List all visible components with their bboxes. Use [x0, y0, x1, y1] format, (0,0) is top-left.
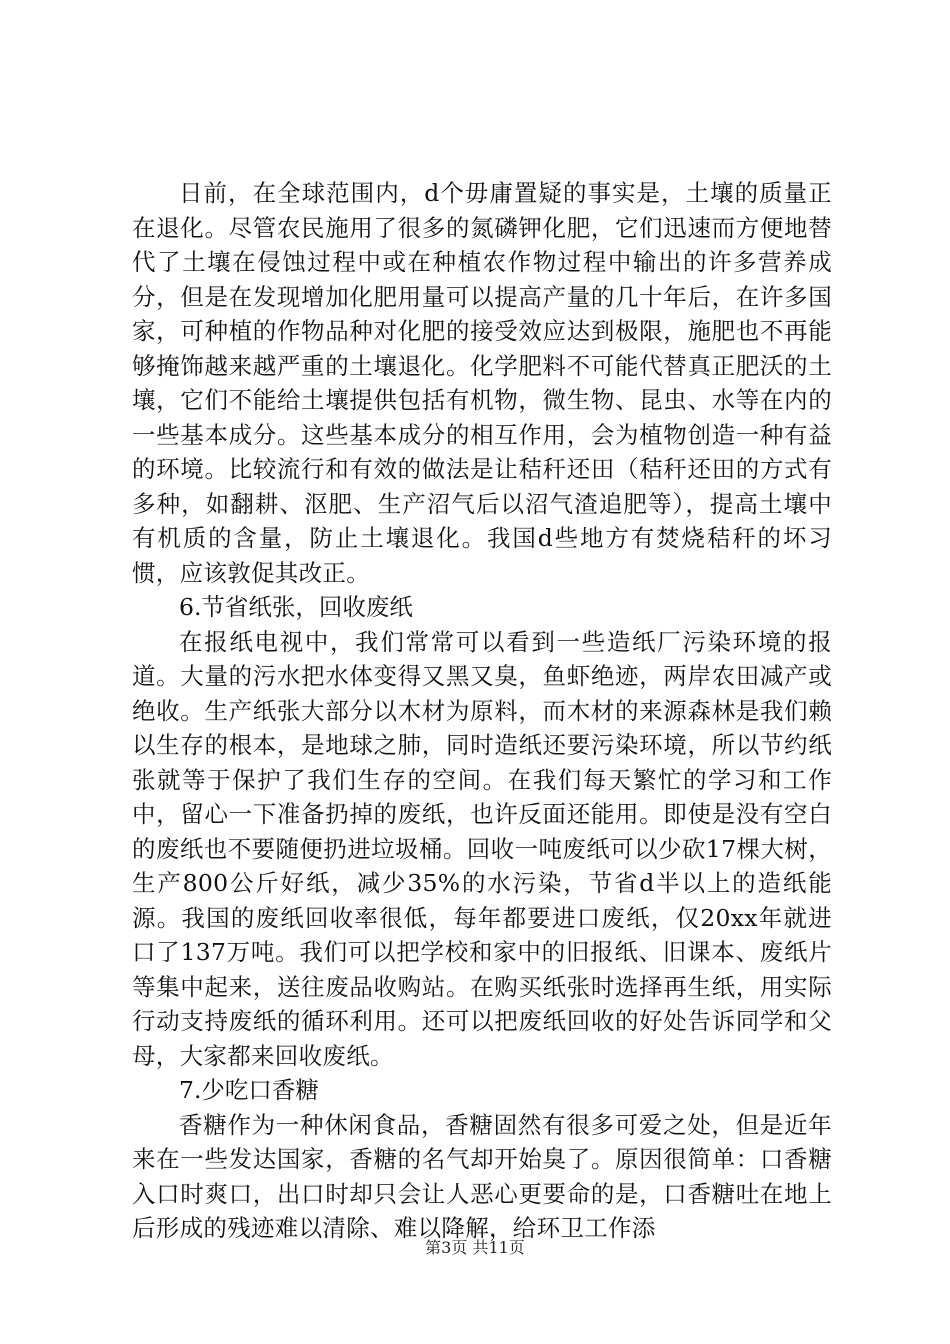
page-footer: 第3页 共11页: [425, 1238, 525, 1257]
document-body: [132, 176, 832, 1246]
section-heading-save-paper: 6.节省纸张，回收废纸: [179, 593, 413, 621]
paragraph-recycle-paper: 在报纸电视中，我们常常可以看到一些造纸厂污染环境的报道。大量的污水把水体变得又黑又臭，鱼虾绝迹，两岸农田减产或绝收。生产纸张大部分以木材为原料，而木材的来源森林是我们赖以生存的根本，是地球之肺，同时造纸还要污染环境，所以节约纸张就等于保护了我们生存的空间。在我们每天繁忙的学习和工作中，留心一下准备扔掉的废纸，也许反面还能用。即使是没有空白的废纸也不要随便扔进垃圾桶。回收一吨废纸可以少砍17棵大树，生产800公斤好纸，减少35%的水污染，节省d半以上的造纸能源。我国的废纸回收率很低，每年都要进口废纸，仅20xx年就进口了137万吨。我们可以把学校和家中的旧报纸、旧课本、废纸片等集中起来，送往废品收购站。在购买纸张时选择再生纸，用实际行动支持废纸的循环利用。还可以把废纸回收的好处告诉同学和父母，大家都来回收废纸。: [132, 627, 832, 1070]
paragraph-soil-degradation: 日前，在全球范围内，d个毋庸置疑的事实是，土壤的质量正在退化。尽管农民施用了很多的氮磷钾化肥，它们迅速而方便地替代了土壤在侵蚀过程中或在种植农作物过程中输出的许多营养成分，但是在发现增加化肥用量可以提高产量的几十年后，在许多国家，可种植的作物品种对化肥的接受效应达到极限，施肥也不再能够掩饰越来越严重的土壤退化。化学肥料不可能代替真正肥沃的土壤，它们不能给土壤提供包括有机物，微生物、昆虫、水等在内的一些基本成分。这些基本成分的相互作用，会为植物创造一种有益的环境。比较流行和有效的做法是让秸秆还田（秸秆还田的方式有多种，如翻耕、沤肥、生产沼气后以沼气渣追肥等），提高土壤中有机质的含量，防止土壤退化。我国d些地方有焚烧秸秆的坏习惯，应该敦促其改正。: [132, 179, 832, 587]
paragraph-chewing-gum: 香糖作为一种休闲食品，香糖固然有很多可爱之处，但是近年来在一些发达国家，香糖的名气却开始臭了。原因很简单：口香糖入口时爽口，出口时却只会让人恶心更要命的是，口香糖吐在地上后形成的残迹难以清除、难以降解，给环卫工作添: [132, 1110, 832, 1242]
section-heading-chewing-gum: 7.少吃口香糖: [179, 1076, 319, 1104]
